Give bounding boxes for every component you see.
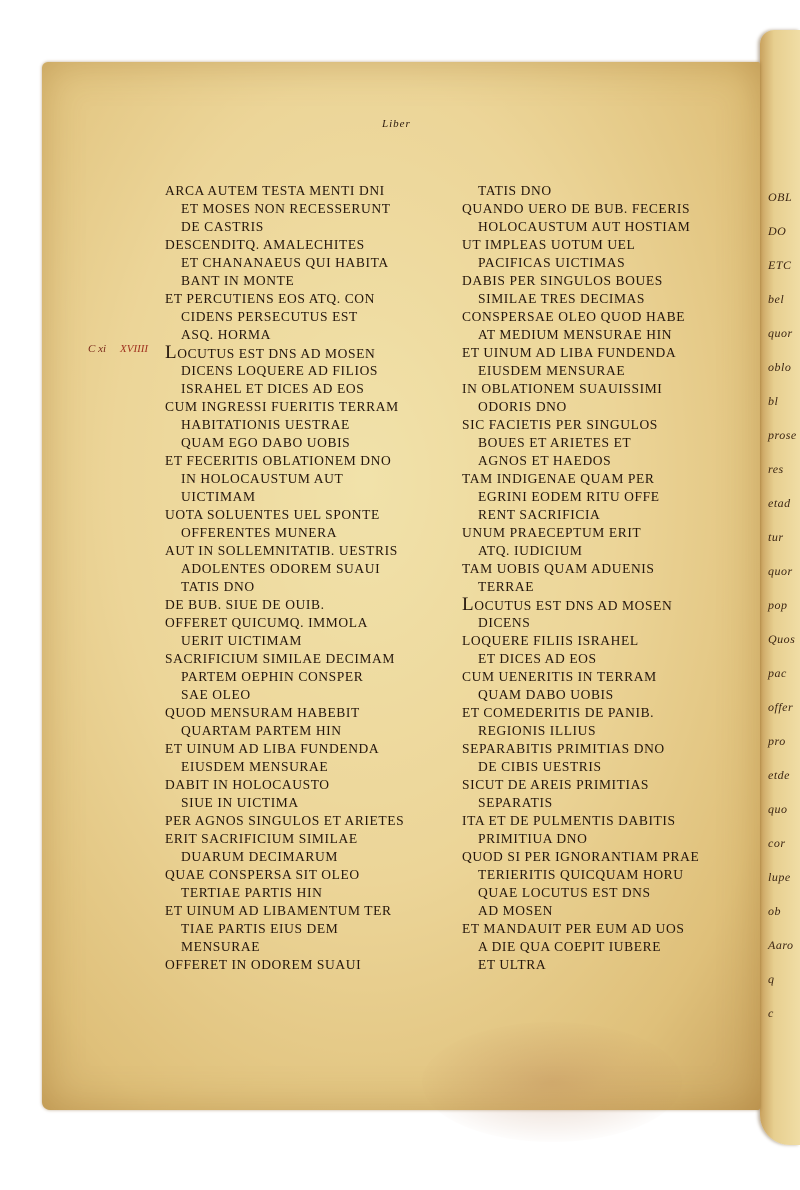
right-column-line: LOCUTUS EST DNS AD MOSEN	[462, 594, 673, 615]
facing-page-fragment: ob	[768, 904, 781, 918]
left-column-line: ET UINUM AD LIBAMENTUM TER	[165, 903, 392, 918]
right-column-line: ITA ET DE PULMENTIS DABITIS	[462, 813, 676, 828]
facing-page-fragment: DO	[768, 224, 787, 238]
right-column-line: ODORIS DNO	[478, 399, 567, 414]
left-column-line: EIUSDEM MENSURAE	[181, 759, 329, 774]
left-column-line: DABIT IN HOLOCAUSTO	[165, 777, 330, 792]
right-column-line: QUAE LOCUTUS EST DNS	[478, 885, 651, 900]
right-column-line: ATQ. IUDICIUM	[478, 543, 583, 558]
right-column-line: ET MANDAUIT PER EUM AD UOS	[462, 921, 685, 936]
left-column-line: DESCENDITQ. AMALECHITES	[165, 237, 365, 252]
right-column-line: EGRINI EODEM RITU OFFE	[478, 489, 660, 504]
running-head	[382, 118, 411, 130]
right-column-line: RENT SACRIFICIA	[478, 507, 601, 522]
left-column-line: TERTIAE PARTIS HIN	[181, 885, 323, 900]
right-column-line: ET ULTRA	[478, 957, 547, 972]
right-column-line: UT IMPLEAS UOTUM UEL	[462, 237, 636, 252]
left-column-line: ASQ. HORMA	[181, 327, 272, 342]
left-text-column	[165, 182, 465, 974]
left-column-line: DE BUB. SIUE DE OUIB.	[165, 597, 325, 612]
right-column-line: TERRAE	[478, 579, 535, 594]
left-column-line: DUARUM DECIMARUM	[181, 849, 338, 864]
facing-page-fragment: etad	[768, 496, 791, 510]
left-column-line: ET CHANANAEUS QUI HABITA	[181, 255, 389, 270]
facing-page-fragment: oblo	[768, 360, 792, 374]
facing-page-fragment: cor	[768, 836, 786, 850]
left-column-line: UERIT UICTIMAM	[181, 633, 303, 648]
facing-page-fragment: OBL	[768, 190, 793, 204]
left-column-line: QUOD MENSURAM HABEBIT	[165, 705, 360, 720]
facing-page-fragment: Quos	[768, 632, 796, 646]
right-column-line: DICENS	[478, 615, 531, 630]
facing-page-fragment: lupe	[768, 870, 791, 884]
left-column-line: AUT IN SOLLEMNITATIB. UESTRIS	[165, 543, 398, 558]
left-column-line: DE CASTRIS	[181, 219, 264, 234]
right-column-line: SEPARATIS	[478, 795, 553, 810]
right-column-line: PACIFICAS UICTIMAS	[478, 255, 626, 270]
facing-page-fragment: q	[768, 972, 775, 986]
left-column-line: HABITATIONIS UESTRAE	[181, 417, 350, 432]
margin-chapter-number: C xi	[88, 343, 107, 355]
right-column-line: HOLOCAUSTUM AUT HOSTIAM	[478, 219, 691, 234]
facing-page-fragment: quo	[768, 802, 788, 816]
facing-page-fragment: bl	[768, 394, 779, 408]
left-column-line: ET FECERITIS OBLATIONEM DNO	[165, 453, 392, 468]
right-column-line: QUANDO UERO DE BUB. FECERIS	[462, 201, 691, 216]
left-column-line: OFFERET IN ODOREM SUAUI	[165, 957, 362, 972]
facing-page-fragment: pro	[768, 734, 786, 748]
running-head-text: Liber	[382, 118, 411, 130]
right-column-line: SEPARABITIS PRIMITIAS DNO	[462, 741, 665, 756]
left-column-line: ERIT SACRIFICIUM SIMILAE	[165, 831, 358, 846]
right-column-line: SIC FACIETIS PER SINGULOS	[462, 417, 658, 432]
right-column-line: AT MEDIUM MENSURAE HIN	[478, 327, 673, 342]
right-column-line: ET DICES AD EOS	[478, 651, 597, 666]
right-column-line: DABIS PER SINGULOS BOUES	[462, 273, 663, 288]
facing-page-fragment: pop	[768, 598, 788, 612]
facing-page-fragment: tur	[768, 530, 784, 544]
right-column-line: EIUSDEM MENSURAE	[478, 363, 626, 378]
right-column-line: BOUES ET ARIETES ET	[478, 435, 632, 450]
facing-page-fragment: etde	[768, 768, 790, 782]
right-column-line: ET UINUM AD LIBA FUNDENDA	[462, 345, 677, 360]
facing-page-edge	[760, 30, 800, 1145]
left-column-line: QUARTAM PARTEM HIN	[181, 723, 342, 738]
facing-page-fragment: quor	[768, 564, 793, 578]
left-column-line: IN HOLOCAUSTUM AUT	[181, 471, 344, 486]
left-column-line: ISRAHEL ET DICES AD EOS	[181, 381, 365, 396]
right-column-line: LOQUERE FILIIS ISRAHEL	[462, 633, 639, 648]
left-column-line: ET MOSES NON RECESSERUNT	[181, 201, 391, 216]
facing-page-fragment: offer	[768, 700, 794, 714]
right-column-line: IN OBLATIONEM SUAUISSIMI	[462, 381, 663, 396]
right-column-line: TERIERITIS QUICQUAM HORU	[478, 867, 684, 882]
right-column-line: SICUT DE AREIS PRIMITIAS	[462, 777, 650, 792]
right-column-line: QUAM DABO UOBIS	[478, 687, 614, 702]
right-column-line: CUM UENERITIS IN TERRAM	[462, 669, 657, 684]
right-column-line: UNUM PRAECEPTUM ERIT	[462, 525, 642, 540]
left-column-line: ADOLENTES ODOREM SUAUI	[181, 561, 381, 576]
facing-page-fragment: pac	[768, 666, 787, 680]
left-column-line: PER AGNOS SINGULOS ET ARIETES	[165, 813, 405, 828]
facing-page-fragment: Aaro	[768, 938, 794, 952]
right-column-line: TAM UOBIS QUAM ADUENIS	[462, 561, 655, 576]
left-column-line: DICENS LOQUERE AD FILIOS	[181, 363, 379, 378]
left-column-line: TATIS DNO	[181, 579, 255, 594]
right-column-line: PRIMITIUA DNO	[478, 831, 588, 846]
left-column-line: MENSURAE	[181, 939, 261, 954]
left-column-line: UOTA SOLUENTES UEL SPONTE	[165, 507, 380, 522]
left-column-line: CUM INGRESSI FUERITIS TERRAM	[165, 399, 399, 414]
right-column-line: DE CIBIS UESTRIS	[478, 759, 602, 774]
right-column-line: QUOD SI PER IGNORANTIAM PRAE	[462, 849, 700, 864]
left-column-line: ET PERCUTIENS EOS ATQ. CON	[165, 291, 375, 306]
right-column-line: TAM INDIGENAE QUAM PER	[462, 471, 655, 486]
right-column-line: REGIONIS ILLIUS	[478, 723, 597, 738]
left-column-line: ARCA AUTEM TESTA MENTI DNI	[165, 183, 385, 198]
right-column-line: TATIS DNO	[478, 183, 552, 198]
left-column-line: LOCUTUS EST DNS AD MOSEN	[165, 342, 376, 363]
margin-chapter-mark: XVIIII	[120, 343, 149, 355]
left-column-line: BANT IN MONTE	[181, 273, 295, 288]
left-column-line: ET UINUM AD LIBA FUNDENDA	[165, 741, 380, 756]
left-column-line: QUAE CONSPERSA SIT OLEO	[165, 867, 360, 882]
right-column-line: AGNOS ET HAEDOS	[478, 453, 612, 468]
left-column-line: CIDENS PERSECUTUS EST	[181, 309, 358, 324]
left-column-line: SACRIFICIUM SIMILAE DECIMAM	[165, 651, 395, 666]
facing-page-fragment: res	[768, 462, 784, 476]
left-column-line: OFFERET QUICUMQ. IMMOLA	[165, 615, 368, 630]
right-text-column	[462, 182, 762, 974]
left-column-line: QUAM EGO DABO UOBIS	[181, 435, 351, 450]
right-column-line: A DIE QUA COEPIT IUBERE	[478, 939, 662, 954]
facing-page-fragment: bel	[768, 292, 785, 306]
facing-page-fragment: c	[768, 1006, 774, 1020]
water-stain	[422, 1022, 682, 1142]
right-column-line: ET COMEDERITIS DE PANIB.	[462, 705, 655, 720]
left-column-line: UICTIMAM	[181, 489, 256, 504]
left-column-line: OFFERENTES MUNERA	[181, 525, 338, 540]
right-column-line: CONSPERSAE OLEO QUOD HABE	[462, 309, 686, 324]
right-column-line: SIMILAE TRES DECIMAS	[478, 291, 646, 306]
left-column-line: SAE OLEO	[181, 687, 251, 702]
facing-page-fragment: ETC	[768, 258, 792, 272]
left-column-line: SIUE IN UICTIMA	[181, 795, 299, 810]
facing-page-fragment: prose	[768, 428, 797, 442]
left-column-line: TIAE PARTIS EIUS DEM	[181, 921, 339, 936]
facing-page-fragment: quor	[768, 326, 793, 340]
right-column-line: AD MOSEN	[478, 903, 553, 918]
left-column-line: PARTEM OEPHIN CONSPER	[181, 669, 364, 684]
